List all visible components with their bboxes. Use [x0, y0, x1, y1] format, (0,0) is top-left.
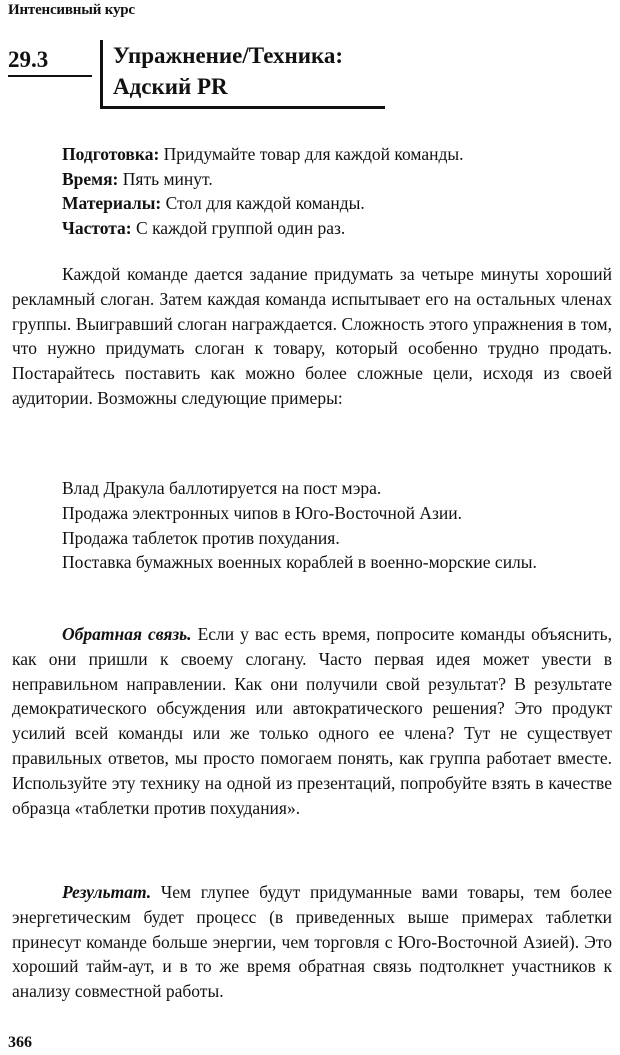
example-item: Продажа таблеток против похудания.	[62, 527, 340, 548]
section-title-line-2: Адский PR	[113, 74, 228, 99]
feedback-paragraph	[12, 622, 612, 820]
result-paragraph	[12, 880, 612, 1004]
example-item: Влад Дракула баллотируется на пост мэра.	[62, 478, 382, 498]
spec-value: Придумайте товар для каждой команды.	[159, 144, 464, 164]
result-lead: Результат.	[62, 882, 152, 902]
feedback-text: Если у вас есть время, попросите команды объяснить, как они пришли к своему слогану. Часто первая идея может увести в неправильном направлении. Как они получили свой результат? В результате демократического обсуждения или автократического решения? Это продукт усилий всей команды или же только одного ее члена? Тут не существует правильных ответов, мы просто помогаем понять, как группа работает вместе. Используйте эту технику на одной из презентаций, попробуйте взять в качестве образца «таблетки против похудания».	[12, 624, 612, 818]
section-number: 29.3	[8, 46, 92, 77]
spec-label: Подготовка:	[62, 144, 160, 164]
spec-label: Время:	[62, 168, 119, 189]
result-text: Чем глупее будут придуманные вами товары, тем более энергетическим будет процесс (в приведенных выше примерах таблетки принесут команде больше энергии, чем торговля с Юго-Восточной Азией). Это хороший тайм-аут, и в то же время обратная связь подтолкнет участников к анализу совместной работы.	[12, 882, 612, 1002]
spec-preparation	[62, 142, 602, 167]
spec-value: Пять минут.	[118, 168, 213, 189]
spec-time	[62, 167, 602, 192]
section-title	[100, 40, 385, 109]
feedback-lead: Обратная связь.	[62, 624, 192, 644]
example-item: Поставка бумажных военных кораблей в военно-морские силы.	[62, 552, 537, 573]
exercise-specs	[62, 142, 602, 240]
spec-value: Стол для каждой команды.	[161, 193, 365, 213]
spec-label: Частота:	[62, 217, 132, 238]
intro-paragraph: Каждой команде дается задание придумать за четыре минуты хороший рекламный слоган. Затем каждая команда испытывает его на остальных членах группы. Выигравший слоган награждается. Сложность этого упражнения в том, что нужно придумать слоган к товару, который особенно трудно продать. Постарайтесь поставить как можно более сложные цели, исходя из своей аудитории. Возможны следующие примеры:	[12, 264, 612, 408]
spec-frequency	[62, 216, 602, 241]
running-head: Интенсивный курс	[8, 2, 135, 18]
spec-value: С каждой группой один раз.	[131, 217, 346, 238]
spec-label: Материалы:	[62, 193, 162, 213]
spec-materials	[62, 191, 602, 216]
example-item: Продажа электронных чипов в Юго-Восточной Азии.	[62, 502, 462, 523]
section-title-line-1: Упражнение/Техника:	[113, 43, 344, 68]
examples-list	[12, 476, 612, 575]
page-number: 366	[8, 1034, 32, 1051]
